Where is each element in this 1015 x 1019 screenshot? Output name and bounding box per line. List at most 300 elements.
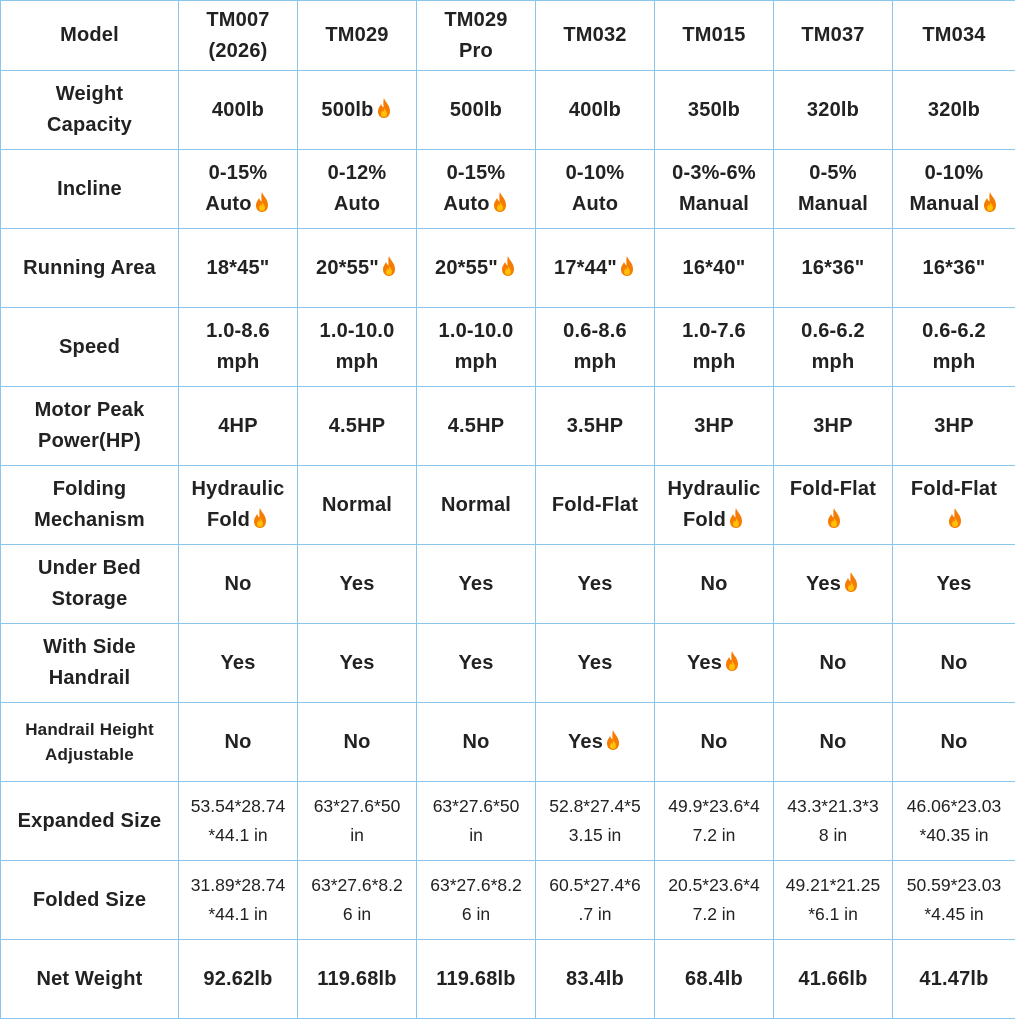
cell-line [775,20,891,51]
row-label-text: Speed [2,332,177,363]
cell-line [180,36,296,67]
cell-text: TM007 [206,9,269,31]
row-label [1,71,179,150]
table-cell [536,229,655,308]
table-cell [298,71,417,150]
fire-emoji-icon [253,191,271,213]
table-row [1,624,1015,703]
row-label-text: Weight [2,79,177,110]
cell-line [299,490,415,521]
table-cell [417,703,536,782]
table-cell [774,387,893,466]
cell-text: 18*45" [207,257,270,279]
table-row [1,466,1015,545]
cell-line [180,347,296,378]
cell-line [418,158,534,189]
cell-text: 68.4lb [685,968,743,990]
cell-line [656,347,772,378]
cell-line [656,569,772,600]
cell-text: Fold-Flat [552,494,638,516]
fire-emoji-icon [251,507,269,529]
fire-emoji-icon [825,507,843,529]
row-label-text: Folding [2,474,177,505]
cell-text: Yes [936,573,971,595]
table-cell [655,940,774,1019]
row-label-text: Motor Peak [2,395,177,426]
table-cell [536,782,655,861]
cell-text: 31.89*28.74 [191,875,285,895]
cell-text: Fold-Flat [911,478,997,500]
cell-text: 92.62lb [203,968,272,990]
cell-text: 8 in [819,825,847,845]
row-label [1,229,179,308]
fire-emoji-icon [604,729,622,751]
cell-text: 1.0-10.0 [439,320,514,342]
cell-line [775,158,891,189]
cell-line [775,569,891,600]
table-row [1,545,1015,624]
fire-emoji-icon [618,255,636,277]
cell-line [418,964,534,995]
cell-text: 0.6-6.2 [801,320,865,342]
row-label-text: Storage [2,584,177,615]
table-cell [655,861,774,940]
cell-line [656,648,772,679]
cell-text: Manual [679,193,749,215]
table-cell [774,545,893,624]
cell-text: 350lb [688,99,740,121]
cell-line [894,347,1014,378]
cell-text: Manual [798,193,868,215]
cell-line [894,189,1014,220]
cell-text: 83.4lb [566,968,624,990]
cell-text: Normal [322,494,392,516]
cell-text: 20*55" [435,257,498,279]
cell-line [418,36,534,67]
cell-text: 4.5HP [448,415,505,437]
table-cell [298,624,417,703]
table-cell [179,150,298,229]
row-label [1,1,179,71]
row-label-text: Capacity [2,110,177,141]
cell-line [775,821,891,850]
cell-line [894,316,1014,347]
cell-line [656,505,772,536]
cell-line [180,189,296,220]
cell-line [656,792,772,821]
cell-line [299,569,415,600]
table-cell [774,782,893,861]
table-cell [536,861,655,940]
cell-line [894,871,1014,900]
cell-text: 50.59*23.03 [907,875,1001,895]
cell-text: 500lb [321,99,373,121]
table-cell [774,1,893,71]
cell-line [537,411,653,442]
cell-text: No [700,731,727,753]
cell-text: 0-15% [447,162,506,184]
cell-text: 53.54*28.74 [191,796,285,816]
table-cell [536,545,655,624]
table-cell [655,71,774,150]
table-cell [179,466,298,545]
cell-text: *4.45 in [924,904,983,924]
cell-line [299,964,415,995]
table-cell [417,466,536,545]
cell-line [537,964,653,995]
table-cell [774,229,893,308]
table-cell [774,861,893,940]
cell-line [894,727,1014,758]
table-cell [655,308,774,387]
row-label-text: Adjustable [2,742,177,767]
cell-text: 3HP [813,415,853,437]
fire-emoji-icon [727,507,745,529]
table-cell [417,71,536,150]
cell-text: TM029 [444,9,507,31]
table-cell [536,71,655,150]
cell-text: Fold [207,509,250,531]
cell-text: No [462,731,489,753]
cell-text: mph [693,351,736,373]
cell-line [299,20,415,51]
table-cell [417,940,536,1019]
cell-text: Fold [683,509,726,531]
table-cell [893,387,1015,466]
cell-text: 63*27.6*8.2 [311,875,402,895]
table-cell [893,150,1015,229]
cell-line [537,347,653,378]
cell-line [775,792,891,821]
cell-text: Yes [220,652,255,674]
cell-text: 7.2 in [693,904,736,924]
row-label-text: With Side [2,632,177,663]
table-cell [893,229,1015,308]
cell-line [894,411,1014,442]
cell-text: Auto [443,193,489,215]
cell-text: 63*27.6*8.2 [430,875,521,895]
cell-text: 400lb [569,99,621,121]
cell-line [299,95,415,126]
table-cell [893,545,1015,624]
cell-line [894,792,1014,821]
table-cell [417,387,536,466]
cell-text: Yes [806,573,841,595]
cell-line [775,189,891,220]
cell-text: 16*36" [802,257,865,279]
row-label [1,940,179,1019]
cell-line [180,569,296,600]
cell-line [656,189,772,220]
row-label-text: Mechanism [2,505,177,536]
cell-text: No [940,652,967,674]
table-cell [655,387,774,466]
table-cell [179,545,298,624]
cell-text: 43.3*21.3*3 [787,796,878,816]
cell-line [894,900,1014,929]
table-cell [893,782,1015,861]
cell-line [656,900,772,929]
row-label [1,782,179,861]
cell-line [775,648,891,679]
table-cell [893,308,1015,387]
cell-line [656,20,772,51]
cell-line [299,821,415,850]
cell-text: 0-10% [566,162,625,184]
cell-line [180,900,296,929]
cell-line [775,964,891,995]
table-cell [179,71,298,150]
cell-text: 63*27.6*50 [314,796,401,816]
cell-text: mph [812,351,855,373]
cell-line [537,727,653,758]
cell-text: No [940,731,967,753]
table-cell [655,150,774,229]
cell-text: 20*55" [316,257,379,279]
cell-line [656,95,772,126]
cell-line [299,727,415,758]
cell-line [180,95,296,126]
table-row [1,940,1015,1019]
table-cell [298,703,417,782]
table-cell [298,545,417,624]
cell-line [299,648,415,679]
table-cell [774,940,893,1019]
cell-line [418,490,534,521]
cell-line [180,5,296,36]
table-cell [179,940,298,1019]
cell-text: 400lb [212,99,264,121]
cell-line [775,871,891,900]
row-label [1,703,179,782]
cell-text: 119.68lb [317,968,396,990]
cell-line [180,505,296,536]
table-cell [655,545,774,624]
cell-line [537,253,653,284]
cell-text: 41.47lb [919,968,988,990]
cell-text: No [700,573,727,595]
cell-line [299,158,415,189]
cell-line [894,253,1014,284]
cell-line [180,648,296,679]
cell-line [299,900,415,929]
cell-text: Yes [687,652,722,674]
table-row [1,71,1015,150]
fire-emoji-icon [375,97,393,119]
cell-text: (2026) [208,40,267,62]
cell-text: 7.2 in [693,825,736,845]
table-cell [417,861,536,940]
cell-text: No [224,573,251,595]
cell-text: Yes [458,652,493,674]
cell-text: TM029 [325,24,388,46]
cell-line [894,964,1014,995]
table-cell [179,703,298,782]
cell-line [418,727,534,758]
cell-line [656,871,772,900]
row-label [1,624,179,703]
table-row [1,861,1015,940]
cell-text: 0.6-6.2 [922,320,986,342]
table-row [1,229,1015,308]
table-cell [417,308,536,387]
cell-text: Yes [458,573,493,595]
table-cell [417,624,536,703]
table-cell [893,71,1015,150]
cell-text: *6.1 in [808,904,858,924]
cell-text: Yes [339,652,374,674]
cell-text: Auto [334,193,380,215]
table-cell [417,545,536,624]
cell-text: Manual [909,193,979,215]
cell-line [180,964,296,995]
cell-line [299,316,415,347]
cell-line [894,158,1014,189]
cell-text: 3HP [934,415,974,437]
table-cell [774,703,893,782]
cell-text: Hydraulic [668,478,761,500]
table-cell [179,229,298,308]
table-cell [179,387,298,466]
cell-text: Fold-Flat [790,478,876,500]
cell-text: mph [455,351,498,373]
cell-line [775,474,891,505]
cell-line [537,316,653,347]
row-label-text: Incline [2,174,177,205]
cell-text: *44.1 in [208,904,267,924]
cell-line [180,821,296,850]
cell-text: 52.8*27.4*5 [549,796,640,816]
table-cell [536,150,655,229]
table-cell [536,308,655,387]
cell-text: Yes [568,731,603,753]
cell-text: 16*36" [923,257,986,279]
row-label [1,150,179,229]
cell-text: Pro [459,40,493,62]
cell-text: 1.0-7.6 [682,320,746,342]
cell-line [418,189,534,220]
cell-text: in [350,825,364,845]
table-cell [893,466,1015,545]
cell-line [180,158,296,189]
cell-text: TM015 [682,24,745,46]
cell-line [537,821,653,850]
row-label-text: Handrail Height [2,717,177,742]
fire-emoji-icon [981,191,999,213]
cell-line [537,871,653,900]
cell-line [180,727,296,758]
cell-text: 320lb [928,99,980,121]
cell-text: 41.66lb [798,968,867,990]
cell-text: 0-12% [328,162,387,184]
cell-text: Hydraulic [192,478,285,500]
table-cell [774,308,893,387]
table-cell [893,940,1015,1019]
cell-line [418,347,534,378]
table-cell [298,940,417,1019]
row-label-text: Under Bed [2,553,177,584]
cell-line [299,792,415,821]
table-row [1,387,1015,466]
table-cell [655,782,774,861]
cell-text: .7 in [578,904,611,924]
cell-line [537,792,653,821]
table-cell [655,466,774,545]
table-cell [298,1,417,71]
cell-line [180,871,296,900]
cell-text: Yes [339,573,374,595]
table-cell [893,1,1015,71]
row-label-text: Handrail [2,663,177,694]
cell-line [180,792,296,821]
table-cell [179,1,298,71]
cell-text: 1.0-8.6 [206,320,270,342]
cell-text: 0-5% [809,162,857,184]
cell-line [418,411,534,442]
cell-text: 6 in [343,904,371,924]
table-cell [536,1,655,71]
table-cell [179,308,298,387]
cell-line [775,253,891,284]
cell-text: 500lb [450,99,502,121]
table-row [1,703,1015,782]
cell-text: TM037 [801,24,864,46]
cell-line [775,411,891,442]
cell-line [537,900,653,929]
cell-text: 0-10% [925,162,984,184]
cell-text: No [224,731,251,753]
fire-emoji-icon [499,255,517,277]
cell-line [180,474,296,505]
cell-line [418,871,534,900]
table-cell [298,150,417,229]
table-cell [536,940,655,1019]
table-cell [536,387,655,466]
cell-text: 0-3%-6% [672,162,756,184]
row-label-text: Folded Size [2,885,177,916]
cell-text: *44.1 in [208,825,267,845]
cell-line [299,347,415,378]
cell-line [894,569,1014,600]
cell-line [775,900,891,929]
cell-line [656,253,772,284]
cell-text: 63*27.6*50 [433,796,520,816]
cell-line [656,727,772,758]
cell-line [775,347,891,378]
cell-text: 0-15% [209,162,268,184]
cell-line [418,5,534,36]
cell-text: 60.5*27.4*6 [549,875,640,895]
cell-text: 49.21*21.25 [786,875,880,895]
cell-text: 1.0-10.0 [320,320,395,342]
table-cell [655,1,774,71]
table-cell [893,624,1015,703]
cell-text: 3.15 in [569,825,622,845]
cell-line [894,505,1014,536]
cell-text: 320lb [807,99,859,121]
cell-text: 20.5*23.6*4 [668,875,759,895]
cell-line [775,727,891,758]
table-row [1,150,1015,229]
cell-text: 4.5HP [329,415,386,437]
cell-text: mph [574,351,617,373]
cell-line [656,964,772,995]
cell-line [894,648,1014,679]
table-cell [893,861,1015,940]
cell-line [418,821,534,850]
cell-text: mph [217,351,260,373]
cell-text: 6 in [462,904,490,924]
